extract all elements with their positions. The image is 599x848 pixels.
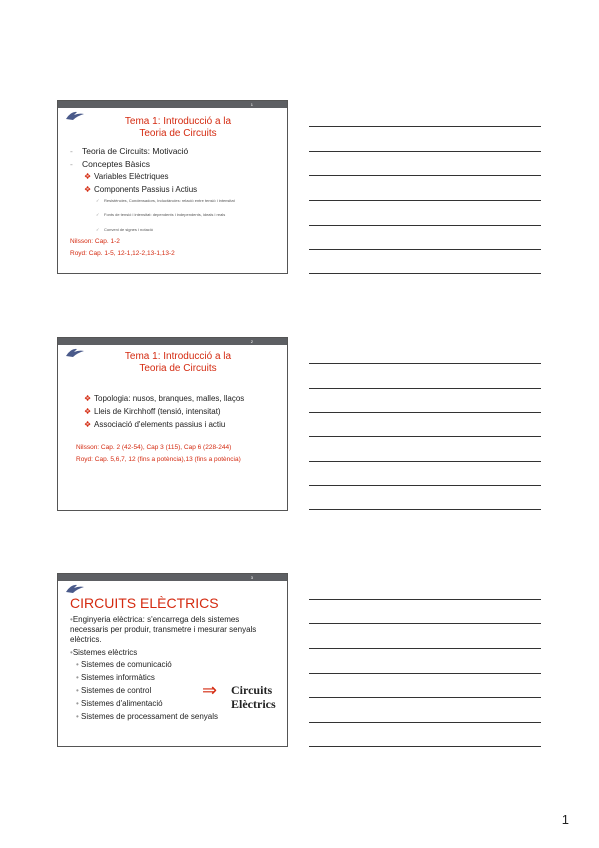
slide-2 (57, 337, 288, 511)
notes-line (309, 249, 541, 250)
slide-number: 3 (250, 575, 253, 580)
notes-line (309, 273, 541, 274)
slide-topbar (58, 574, 287, 581)
sub-bullet-text: Associació d'elements passius i actiu (94, 420, 226, 429)
sub-bullet-text: Components Passius i Actius (94, 185, 198, 194)
slide-number: 2 (250, 339, 253, 344)
check-icon: ✓ (96, 198, 100, 203)
intro-text: •Enginyeria elèctrica: s'encarrega dels sistemes necessaris per produir, transmetre i mesurar senyals elèctrics. (70, 615, 257, 644)
notes-line (309, 412, 541, 413)
logo-icon (65, 109, 85, 121)
system-item-text: Sistemes informàtics (81, 673, 155, 682)
intro-bound: Enginyeria elèctrica: s'encarrega dels sistemes necessaris per produir, transmetre i mesurar senyals elèctrics. (70, 615, 257, 644)
sub-bullet-text: Topologia: nusos, branques, malles, llaços (94, 394, 245, 403)
bullet: - Teoria de Circuits: Motivació (70, 146, 189, 156)
system-item-text: Sistemes d'alimentació (81, 699, 163, 708)
arrow-right-icon: ⇒ (202, 680, 218, 700)
system-item: • Sistemes de control (76, 686, 152, 695)
slide-topbar (58, 101, 287, 108)
sub-bullet (84, 406, 221, 418)
slide-title (98, 351, 258, 375)
notes-line (309, 436, 541, 437)
sub-bullet (84, 184, 197, 196)
reference-nilsson: Nilsson: Cap. 2 (42-54), Cap 3 (115), Cap 6 (228-244) (76, 444, 232, 451)
circuits-line-2: Elèctrics (231, 697, 276, 711)
notes-line (309, 200, 541, 201)
title-line-1: Tema 1: Introducció a la (124, 116, 232, 127)
detail-item (96, 212, 281, 217)
slide-title (98, 116, 258, 140)
notes-line (309, 697, 541, 698)
system-item-text: Sistemes de comunicació (81, 660, 172, 669)
title-line-1: Tema 1: Introducció a la (124, 351, 232, 362)
notes-line (309, 126, 541, 127)
system-item-text: Sistemes de processament de senyals (81, 712, 218, 721)
notes-line (309, 599, 541, 600)
logo-icon (65, 346, 85, 358)
notes-line (309, 485, 541, 486)
bullet-text: Teoria de Circuits: Motivació (82, 146, 189, 156)
system-item: • Sistemes de processament de senyals (76, 712, 218, 721)
reference-royd: Royd: Cap. 1-5, 12-1,12-2,13-1,13-2 (70, 250, 175, 257)
circuits-label (231, 683, 276, 711)
slide-3 (57, 573, 288, 747)
system-item: • Sistemes d'alimentació (76, 699, 163, 708)
page-number: 1 (561, 812, 569, 827)
sub-bullet (84, 393, 244, 405)
notes-line (309, 388, 541, 389)
reference-nilsson: Nilsson: Cap. 1-2 (70, 238, 120, 245)
bullet: - Conceptes Bàsics (70, 159, 151, 169)
diamond-icon: ❖ (84, 394, 92, 403)
slide-title: CIRCUITS ELÈCTRICS (70, 595, 219, 611)
notes-line (309, 175, 541, 176)
circuits-line-1: Circuits (231, 683, 273, 697)
bullet-text: Conceptes Bàsics (82, 159, 151, 169)
notes-line (309, 673, 541, 674)
slide-1 (57, 100, 288, 274)
system-item: • Sistemes informàtics (76, 673, 155, 682)
title-line-2: Teoria de Circuits (139, 128, 217, 139)
detail-item (96, 227, 281, 232)
sub-bullet-text: Variables Elèctriques (94, 172, 169, 181)
system-item-text: Sistemes de control (81, 686, 152, 695)
system-item: • Sistemes de comunicació (76, 660, 172, 669)
notes-line (309, 225, 541, 226)
sub-bullet-text: Lleis de Kirchhoff (tensió, intensitat) (94, 407, 221, 416)
systems-heading-text: Sistemes elèctrics (72, 648, 138, 657)
diamond-icon: ❖ (84, 407, 92, 416)
detail-text: Resistències, Condensadors, Inductàncies: relació entre tensió i intensitat (104, 198, 235, 203)
title-line-2: Teoria de Circuits (139, 363, 217, 374)
sub-bullet (84, 419, 225, 431)
notes-line (309, 722, 541, 723)
notes-line (309, 746, 541, 747)
diamond-icon: ❖ (84, 172, 92, 181)
reference-royd: Royd: Cap. 5,6,7, 12 (fins a potència),13 (fins a potència) (76, 456, 241, 463)
detail-text: Fonts de tensió i intensitat: dependents i independents, ideals i reals (104, 212, 226, 217)
diamond-icon: ❖ (84, 420, 92, 429)
notes-line (309, 461, 541, 462)
detail-item (96, 198, 281, 203)
check-icon: ✓ (96, 212, 100, 217)
systems-heading: •Sistemes elèctrics (70, 648, 138, 657)
notes-line (309, 151, 541, 152)
detail-text: Conveni de signes i notació (104, 227, 153, 232)
notes-line (309, 648, 541, 649)
notes-line (309, 623, 541, 624)
slide-topbar (58, 338, 287, 345)
notes-line (309, 363, 541, 364)
diamond-icon: ❖ (84, 185, 92, 194)
sub-bullet (84, 171, 169, 183)
check-icon: ✓ (96, 227, 100, 232)
notes-line (309, 509, 541, 510)
logo-icon (65, 582, 85, 594)
slide-number: 1 (250, 102, 253, 107)
